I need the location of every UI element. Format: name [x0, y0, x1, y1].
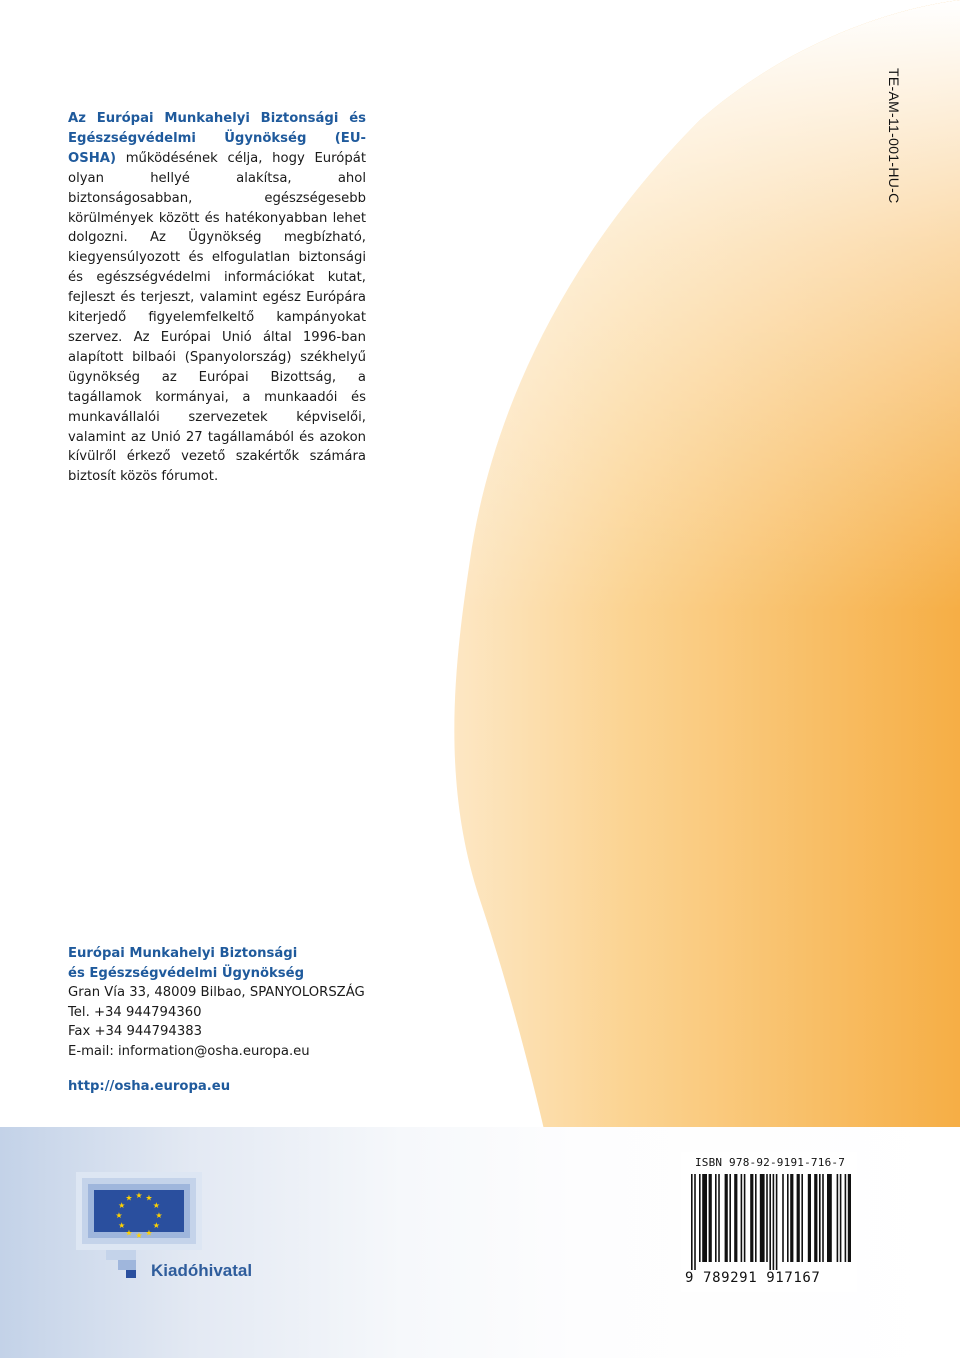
svg-text:★: ★ — [135, 1231, 143, 1240]
barcode-bar — [787, 1174, 789, 1262]
barcode-bar — [744, 1174, 746, 1262]
isbn-text: ISBN 978-92-9191-716-7 — [694, 1156, 846, 1169]
barcode-bar — [837, 1174, 839, 1262]
barcode-bar — [790, 1174, 793, 1262]
contact-block — [68, 944, 488, 1062]
barcode-bar — [840, 1174, 842, 1262]
barcode-bar — [797, 1174, 800, 1262]
barcode-bar — [715, 1174, 717, 1262]
barcode-bar — [755, 1174, 757, 1262]
barcode-bars — [687, 1174, 851, 1270]
intro-text: működésének célja, hogy Európát olyan hellyé alakítsa, ahol biztonságosabban, egészségesebb körülmények között és hatékonyabban lehet dolgozni. Az Ügynökség megbízható, kiegyensúlyozott és elfogulatlan biztonsági és egészségvédelmi információkat kutat, fejleszt és terjeszt, valamint egész Európára kiterjedő figyelemfelkeltő kampányokat szervez. Az Európai Unió által 1996-ban alapított bilbaói (Spanyolország) székhelyű ügynökség az Európai Bizottság, a tagállamok kormányai, a munkaadói és munkavállalói szervezetek képviselői, valamint az Unió 27 tagállamából és azokon kívülről érkező vezető szakértők számára biztosít közös fórumot. — [68, 150, 366, 485]
barcode-bar — [694, 1174, 696, 1270]
barcode-bar — [848, 1174, 851, 1262]
svg-text:★: ★ — [135, 1191, 143, 1200]
svg-text:★: ★ — [145, 1193, 153, 1203]
catalog-code: TE-AM-11-001-HU-C — [886, 68, 902, 204]
contact-address: Gran Vía 33, 48009 Bilbao, SPANYOLORSZÁG — [68, 985, 365, 1001]
publisher-label: Kiadóhivatal — [151, 1261, 253, 1280]
svg-text:★: ★ — [152, 1201, 160, 1210]
svg-text:★: ★ — [145, 1228, 153, 1238]
barcode-bar — [827, 1174, 832, 1262]
barcode-bar — [691, 1174, 693, 1270]
barcode-bar — [741, 1174, 743, 1262]
svg-text:★: ★ — [115, 1211, 123, 1220]
svg-text:★: ★ — [125, 1228, 133, 1238]
contact-name-line2: és Egészségvédelmi Ügynökség — [68, 965, 305, 981]
barcode-bar — [734, 1174, 737, 1262]
barcode-bar — [773, 1174, 775, 1270]
agency-name: Az Európai Munkahelyi Biztonsági és Egészségvédelmi Ügynökség (EU-OSHA) — [68, 111, 366, 166]
barcode-bar — [776, 1174, 778, 1270]
barcode-bar — [729, 1174, 731, 1262]
contact-tel: Tel. +34 944794360 — [68, 1004, 202, 1020]
contact-fax: Fax +34 944794383 — [68, 1024, 202, 1040]
barcode-bar — [718, 1174, 720, 1262]
contact-email[interactable]: E-mail: information@osha.europa.eu — [68, 1043, 310, 1059]
barcode-bar — [808, 1174, 811, 1262]
contact-name-line1: Európai Munkahelyi Biztonsági — [68, 946, 298, 961]
barcode-bar — [801, 1174, 803, 1262]
barcode-digits: 9 789291 917167 — [685, 1270, 821, 1286]
barcode-bar — [814, 1174, 817, 1262]
barcode-bar — [819, 1174, 821, 1262]
isbn-barcode — [681, 1152, 857, 1292]
barcode-bar — [845, 1174, 847, 1262]
svg-text:★: ★ — [118, 1201, 126, 1210]
barcode-bar — [782, 1174, 784, 1262]
barcode-bar — [699, 1174, 701, 1262]
barcode-bar — [750, 1174, 753, 1262]
svg-text:★: ★ — [118, 1221, 126, 1230]
barcode-bar — [725, 1174, 728, 1262]
barcode-bar — [769, 1174, 771, 1270]
barcode-bar — [822, 1174, 824, 1262]
website-link[interactable]: http://osha.europa.eu — [68, 1079, 231, 1094]
barcode-bar — [766, 1174, 768, 1262]
intro-paragraph — [68, 109, 366, 487]
svg-text:★: ★ — [125, 1193, 133, 1203]
svg-text:★: ★ — [152, 1221, 160, 1230]
barcode-bar — [760, 1174, 765, 1262]
barcode-bar — [709, 1174, 712, 1262]
svg-text:★: ★ — [155, 1211, 163, 1220]
barcode-bar — [702, 1174, 707, 1262]
